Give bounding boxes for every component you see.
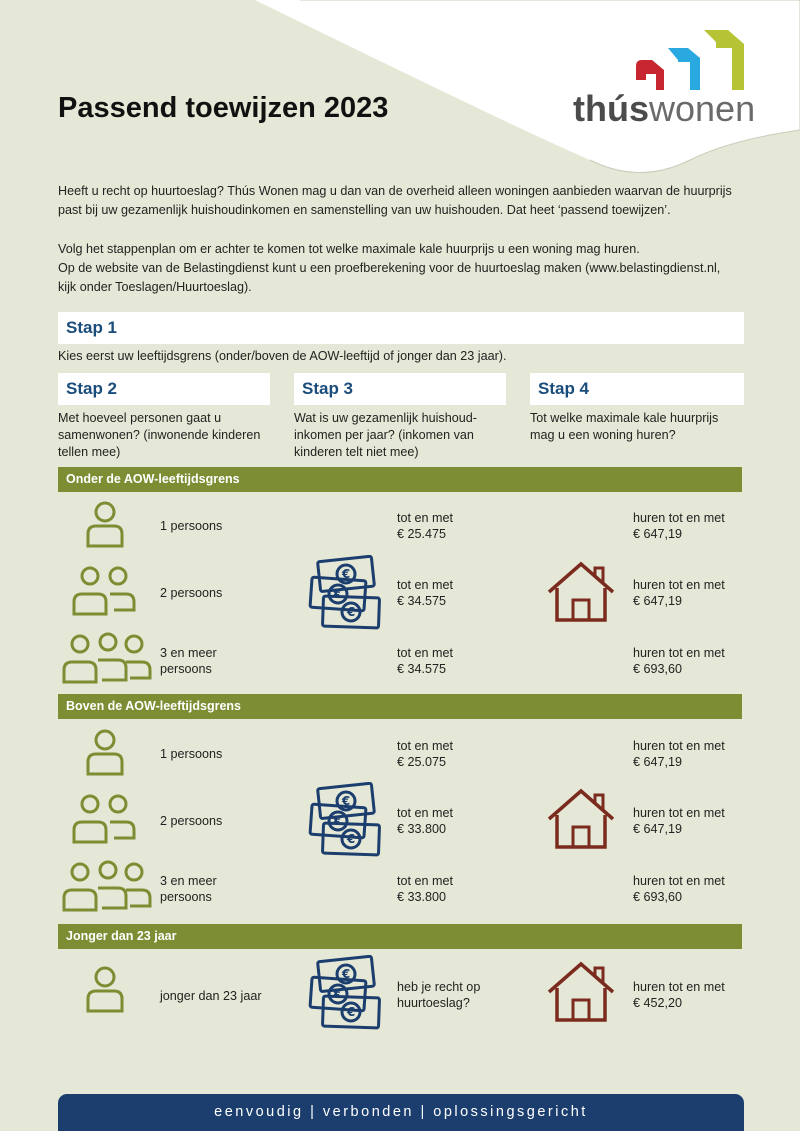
rent-limit — [633, 805, 725, 837]
rent-label: huren tot en met — [633, 511, 725, 525]
rent-value: € 647,19 — [633, 527, 683, 541]
logo-wordmark: thúswonen — [573, 88, 756, 129]
persons-label: 1 persoons — [160, 519, 223, 533]
rent-limit — [633, 738, 725, 770]
step-1-heading: Stap 1 — [58, 312, 744, 344]
rent-label: huren tot en met — [633, 980, 725, 994]
rent-label: huren tot en met — [633, 739, 725, 753]
rent-limit — [633, 873, 725, 905]
rent-limit — [633, 645, 725, 677]
step-text-line: inkomen per jaar? (inkomen van — [294, 428, 474, 442]
rent-value: € 452,20 — [633, 996, 683, 1010]
rent-value: € 693,60 — [633, 662, 683, 676]
persons-label: 1 persoons — [160, 747, 223, 761]
two-persons-icon — [70, 564, 140, 618]
income-value: huurtoeslag? — [397, 996, 470, 1010]
income-value: € 34.575 — [397, 662, 447, 676]
income-limit — [397, 577, 453, 609]
step-text-line: Met hoeveel personen gaat u — [58, 411, 222, 425]
step-text-line: Wat is uw gezamenlijk huishoud- — [294, 411, 477, 425]
svg-text:€: € — [333, 587, 343, 601]
income-limit — [397, 645, 453, 677]
intro-line: kijk onder Toeslagen/Huurtoeslag). — [58, 280, 252, 294]
svg-text:€: € — [341, 794, 351, 808]
svg-text:€: € — [346, 832, 356, 846]
rent-limit — [633, 979, 725, 1011]
rent-value: € 647,19 — [633, 755, 683, 769]
rent-limit — [633, 577, 725, 609]
footer-tagline: eenvoudig | verbonden | oplossingsgericht — [58, 1094, 744, 1131]
step-text-line: tellen mee) — [58, 445, 121, 459]
page-title: Passend toewijzen 2023 — [58, 92, 389, 124]
house-icon — [545, 560, 617, 624]
persons-label — [160, 645, 217, 677]
income-value: € 25.075 — [397, 755, 447, 769]
income-limit — [397, 979, 480, 1011]
euro-banknotes-icon — [305, 955, 385, 1033]
persons-label-line: persoons — [160, 662, 212, 676]
rent-value: € 647,19 — [633, 594, 683, 608]
three-persons-icon — [60, 860, 156, 914]
two-persons-icon — [70, 792, 140, 846]
step-2-heading: Stap 2 — [58, 373, 270, 405]
step-text-line: Tot welke maximale kale huurprijs — [530, 411, 719, 425]
intro-line: Op de website van de Belastingdienst kunt u een proefberekening voor de huurtoeslag maken (www.belastingdienst.nl, — [58, 261, 721, 275]
step-3-heading: Stap 3 — [294, 373, 506, 405]
rent-value: € 647,19 — [633, 822, 683, 836]
rent-label: huren tot en met — [633, 578, 725, 592]
income-value: € 33.800 — [397, 890, 447, 904]
income-limit — [397, 510, 453, 542]
step-4-heading: Stap 4 — [530, 373, 744, 405]
income-label: tot en met — [397, 874, 454, 888]
intro-line: Volg het stappenplan om er achter te komen tot welke maximale kale huurprijs u een woning mag huren. — [58, 242, 640, 256]
svg-text:€: € — [333, 814, 343, 828]
income-value: € 25.475 — [397, 527, 447, 541]
income-label: heb je recht op — [397, 980, 481, 994]
persons-label: 2 persoons — [160, 586, 223, 600]
rent-label: huren tot en met — [633, 646, 725, 660]
svg-text:€: € — [333, 987, 343, 1001]
svg-text:€: € — [341, 567, 351, 581]
step-1-text: Kies eerst uw leeftijdsgrens (onder/boven de AOW-leeftijd of jonger dan 23 jaar). — [58, 349, 507, 363]
intro-paragraph-2 — [58, 240, 748, 297]
section-heading-above-aow: Boven de AOW-leeftijdsgrens — [58, 694, 742, 719]
step-3-text — [294, 410, 477, 461]
persons-label-line: 3 en meer — [160, 874, 217, 888]
svg-text:€: € — [346, 605, 356, 619]
three-persons-icon — [60, 632, 156, 686]
persons-label-line: 3 en meer — [160, 646, 217, 660]
step-text-line: samenwonen? (inwonende kinderen — [58, 428, 261, 442]
intro-paragraph-1 — [58, 182, 748, 220]
euro-banknotes-icon — [305, 555, 385, 633]
persons-label: jonger dan 23 jaar — [160, 989, 262, 1003]
income-limit — [397, 805, 453, 837]
income-label: tot en met — [397, 646, 454, 660]
income-value: € 33.800 — [397, 822, 447, 836]
step-text-line: mag u een woning huren? — [530, 428, 676, 442]
house-icon — [545, 960, 617, 1024]
step-4-text — [530, 410, 718, 444]
rent-limit — [633, 510, 725, 542]
persons-label: 2 persoons — [160, 814, 223, 828]
income-label: tot en met — [397, 806, 454, 820]
step-text-line: kinderen telt niet mee) — [294, 445, 419, 459]
rent-label: huren tot en met — [633, 806, 725, 820]
income-label: tot en met — [397, 578, 454, 592]
euro-banknotes-icon — [305, 782, 385, 860]
svg-text:€: € — [346, 1005, 356, 1019]
person-icon — [80, 500, 130, 550]
rent-value: € 693,60 — [633, 890, 683, 904]
income-value: € 34.575 — [397, 594, 447, 608]
intro-line: Heeft u recht op huurtoeslag? Thús Wonen mag u dan van de overheid alleen woningen aanbieden waarvan de huurprijs — [58, 184, 732, 198]
person-icon — [80, 728, 130, 778]
intro-line: past bij uw gezamenlijk huishoudinkomen en samenstelling van uw huishouden. Dat heet ‘passend toewijzen’. — [58, 203, 671, 217]
income-label: tot en met — [397, 511, 454, 525]
section-heading-under-aow: Onder de AOW-leeftijdsgrens — [58, 467, 742, 492]
section-heading-under-23: Jonger dan 23 jaar — [58, 924, 742, 949]
persons-label-line: persoons — [160, 890, 212, 904]
rent-label: huren tot en met — [633, 874, 725, 888]
persons-label — [160, 873, 217, 905]
house-icon — [545, 787, 617, 851]
step-2-text — [58, 410, 260, 461]
svg-text:€: € — [341, 967, 351, 981]
income-label: tot en met — [397, 739, 454, 753]
income-limit — [397, 738, 453, 770]
income-limit — [397, 873, 453, 905]
person-icon — [80, 965, 130, 1015]
